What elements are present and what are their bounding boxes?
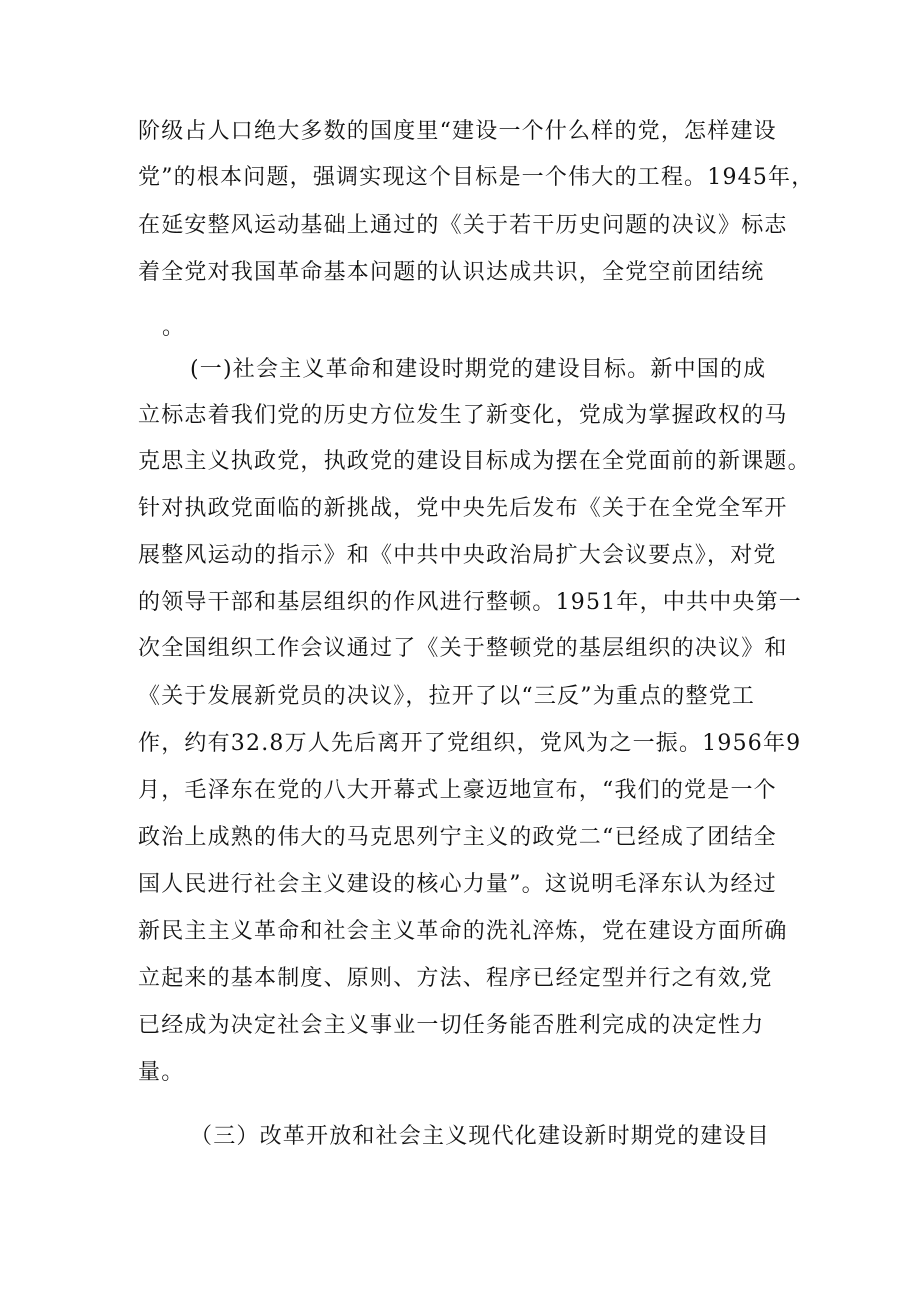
section-heading-line: (一)社会主义革命和建设时期党的建设目标。新中国的成 <box>190 357 767 382</box>
body-text-line: 立起来的基本制度、原则、方法、程序已经定型并行之有效,党 <box>138 966 773 991</box>
body-text-line: 次全国组织工作会议通过了《关于整顿党的基层组织的决议》和 <box>138 636 788 661</box>
body-text-line: 国人民进行社会主义建设的核心力量”。这说明毛泽东认为经过 <box>138 872 777 897</box>
body-text-line: 阶级占人口绝大多数的国度里“建设一个什么样的党，怎样建设 <box>138 119 777 144</box>
body-text-line: 克思主义执政党，执政党的建设目标成为摆在全党面前的新课题。 <box>138 449 811 474</box>
body-text-line: 党”的根本问题，强调实现这个目标是一个伟大的工程。1945年， <box>138 165 815 190</box>
body-text-line: 新民主主义革命和社会主义革命的洗礼淬炼，党在建设方面所确 <box>138 919 788 944</box>
body-text-line: 《关于发展新党员的决议》，拉开了以“三反”为重点的整党工 <box>138 684 756 709</box>
body-text-line: 针对执政党面临的新挑战，党中央先后发布《关于在全党全军开 <box>138 496 788 521</box>
body-text-line: 展整风运动的指示》和《中共中央政治局扩大会议要点》，对党 <box>138 543 777 568</box>
body-text-line: 政治上成熟的伟大的马克思列宁主义的政党二“已经成了团结全 <box>138 825 777 850</box>
body-text-line: 的领导干部和基层组织的作风进行整顿。1951年，中共中央第一 <box>138 590 802 615</box>
section-heading-line: （三）改革开放和社会主义现代化建设新时期党的建设目 <box>190 1124 771 1149</box>
body-text-line: 量。 <box>138 1060 185 1085</box>
body-text-line: 着全党对我国革命基本问题的认识达成共识，全党空前团结统 <box>138 260 765 285</box>
stray-punctuation: 。 <box>162 315 186 340</box>
body-text-line: 已经成为决定社会主义事业一切任务能否胜利完成的决定性力 <box>138 1013 765 1038</box>
body-text-line: 作，约有32.8万人先后离开了党组织，党风为之一振。1956年9 <box>138 731 802 756</box>
body-text-line: 月，毛泽东在党的八大开幕式上豪迈地宣布，“我们的党是一个 <box>138 778 777 803</box>
body-text-line: 立标志着我们党的历史方位发生了新变化，党成为掌握政权的马 <box>138 403 788 428</box>
body-text-line: 在延安整风运动基础上通过的《关于若干历史问题的决议》标志 <box>138 213 788 238</box>
